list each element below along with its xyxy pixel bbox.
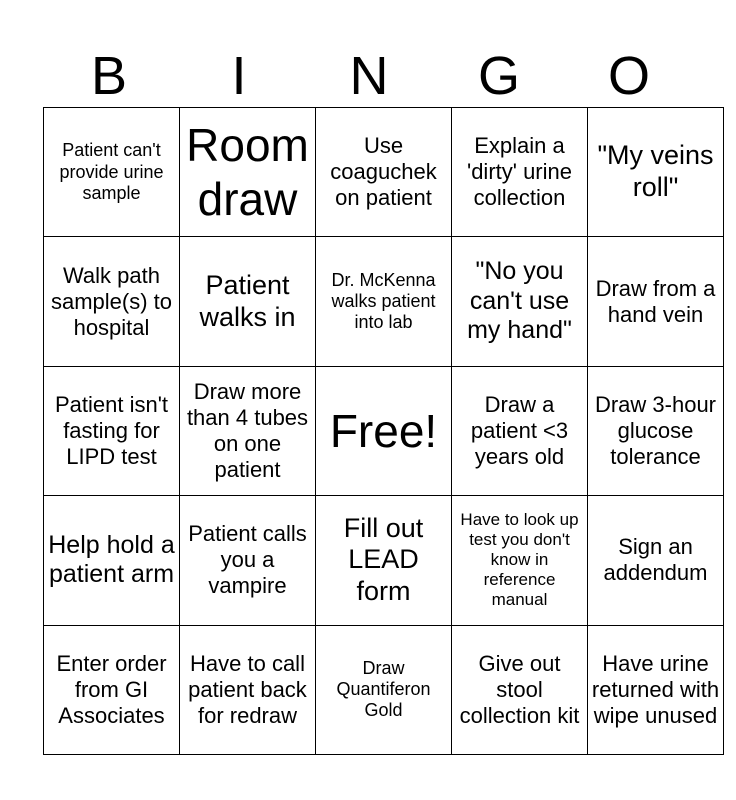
bingo-cell[interactable]: Patient isn't fasting for LIPD test — [44, 366, 180, 495]
bingo-cell[interactable]: Draw Quantiferon Gold — [316, 625, 452, 754]
bingo-cell[interactable]: Enter order from GI Associates — [44, 625, 180, 754]
bingo-cell[interactable]: "No you can't use my hand" — [452, 237, 588, 366]
bingo-cell[interactable]: Sign an addendum — [588, 496, 724, 625]
bingo-cell[interactable]: Patient calls you a vampire — [180, 496, 316, 625]
bingo-cell[interactable]: Patient walks in — [180, 237, 316, 366]
bingo-cell[interactable]: Explain a 'dirty' urine collection — [452, 108, 588, 237]
bingo-cell[interactable]: Walk path sample(s) to hospital — [44, 237, 180, 366]
bingo-cell[interactable]: Draw 3-hour glucose tolerance — [588, 366, 724, 495]
bingo-cell[interactable]: Have to look up test you don't know in reference manual — [452, 496, 588, 625]
header-letter-o: O — [607, 46, 650, 106]
header-letter-g: G — [477, 46, 520, 106]
bingo-cell[interactable]: Dr. McKenna walks patient into lab — [316, 237, 452, 366]
header-letter-n: N — [349, 46, 389, 106]
free-space[interactable]: Free! — [316, 366, 452, 495]
bingo-cell[interactable]: Have urine returned with wipe unused — [588, 625, 724, 754]
bingo-row — [44, 366, 724, 495]
bingo-row — [44, 496, 724, 625]
header-letter-b: B — [90, 46, 128, 106]
bingo-cell[interactable]: Give out stool collection kit — [452, 625, 588, 754]
bingo-header — [44, 44, 694, 108]
bingo-cell[interactable]: "My veins roll" — [588, 108, 724, 237]
header-letter-i: I — [231, 46, 247, 106]
bingo-row — [44, 625, 724, 754]
bingo-row — [44, 108, 724, 237]
bingo-cell[interactable]: Draw a patient <3 years old — [452, 366, 588, 495]
bingo-cell[interactable]: Draw from a hand vein — [588, 237, 724, 366]
bingo-cell[interactable]: Have to call patient back for redraw — [180, 625, 316, 754]
bingo-row — [44, 237, 724, 366]
bingo-cell[interactable]: Draw more than 4 tubes on one patient — [180, 366, 316, 495]
bingo-cell[interactable]: Fill out LEAD form — [316, 496, 452, 625]
bingo-cell[interactable]: Patient can't provide urine sample — [44, 108, 180, 237]
bingo-cell[interactable]: Room draw — [180, 108, 316, 237]
bingo-card — [43, 107, 724, 755]
bingo-cell[interactable]: Help hold a patient arm — [44, 496, 180, 625]
bingo-cell[interactable]: Use coaguchek on patient — [316, 108, 452, 237]
